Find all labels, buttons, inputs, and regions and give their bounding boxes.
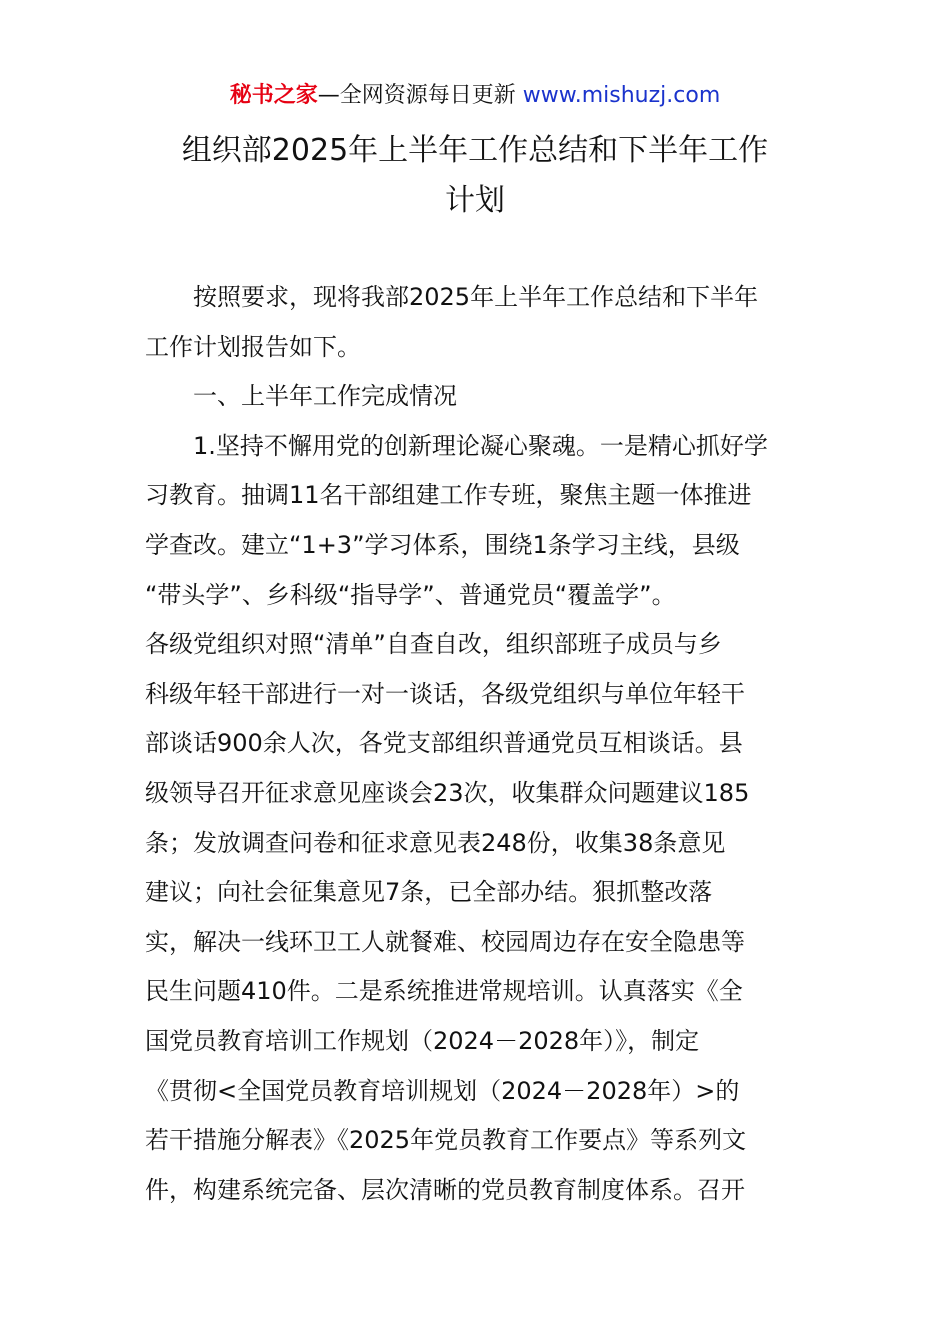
paragraph-line: 国党员教育培训工作规划（2024－2028年）》，制定	[145, 1026, 700, 1055]
paragraph-line: 习教育。抽调11名干部组建工作专班，聚焦主题一体推进	[145, 481, 752, 510]
paragraph-line: 学查改。建立“1+3”学习体系，围绕1条学习主线，县级	[145, 530, 740, 559]
paragraph-line: 《贯彻<全国党员教育培训规划（2024－2028年）>的	[145, 1076, 740, 1105]
paragraph-line: 件，构建系统完备、层次清晰的党员教育制度体系。召开	[145, 1175, 745, 1204]
paragraph-line: 民生问题410件。二是系统推进常规培训。认真落实《全	[145, 977, 743, 1006]
document-title-line-1: 组织部2025年上半年工作总结和下半年工作	[181, 133, 769, 168]
site-url[interactable]: www.mishuzj.com	[522, 83, 721, 108]
paragraph-line: 条；发放调查问卷和征求意见表248份，收集38条意见	[145, 828, 726, 857]
section-heading: 一、上半年工作完成情况	[193, 382, 457, 411]
paragraph-line: 科级年轻干部进行一对一谈话，各级党组织与单位年轻干	[145, 679, 745, 708]
document-body	[145, 273, 809, 1215]
document-title-line-2: 计划	[445, 183, 505, 218]
paragraph-line: 级领导召开征求意见座谈会23次，收集群众问题建议185	[145, 778, 750, 807]
site-brand: 秘书之家	[229, 83, 318, 108]
paragraph-line: 实，解决一线环卫工人就餐难、校园周边存在安全隐患等	[145, 927, 745, 956]
paragraph-line: 按照要求，现将我部2025年上半年工作总结和下半年	[193, 283, 759, 311]
paragraph-line: 部谈话900余人次，各党支部组织普通党员互相谈话。县	[145, 729, 743, 758]
paragraph-line: “带头学”、乡科级“指导学”、普通党员“覆盖学”。	[145, 580, 676, 609]
paragraph-line: 若干措施分解表》《2025年党员教育工作要点》等系列文	[145, 1126, 747, 1155]
paragraph-line: 建议；向社会征集意见7条，已全部办结。狠抓整改落	[145, 878, 713, 907]
site-header	[0, 80, 950, 112]
site-tagline: —全网资源每日更新	[317, 83, 523, 108]
paragraph-line: 1.坚持不懈用党的创新理论凝心聚魂。一是精心抓好学	[193, 431, 768, 460]
paragraph-line: 各级党组织对照“清单”自查自改，组织部班子成员与乡	[145, 630, 722, 659]
document-title	[145, 126, 805, 226]
paragraph-line: 工作计划报告如下。	[145, 332, 361, 361]
